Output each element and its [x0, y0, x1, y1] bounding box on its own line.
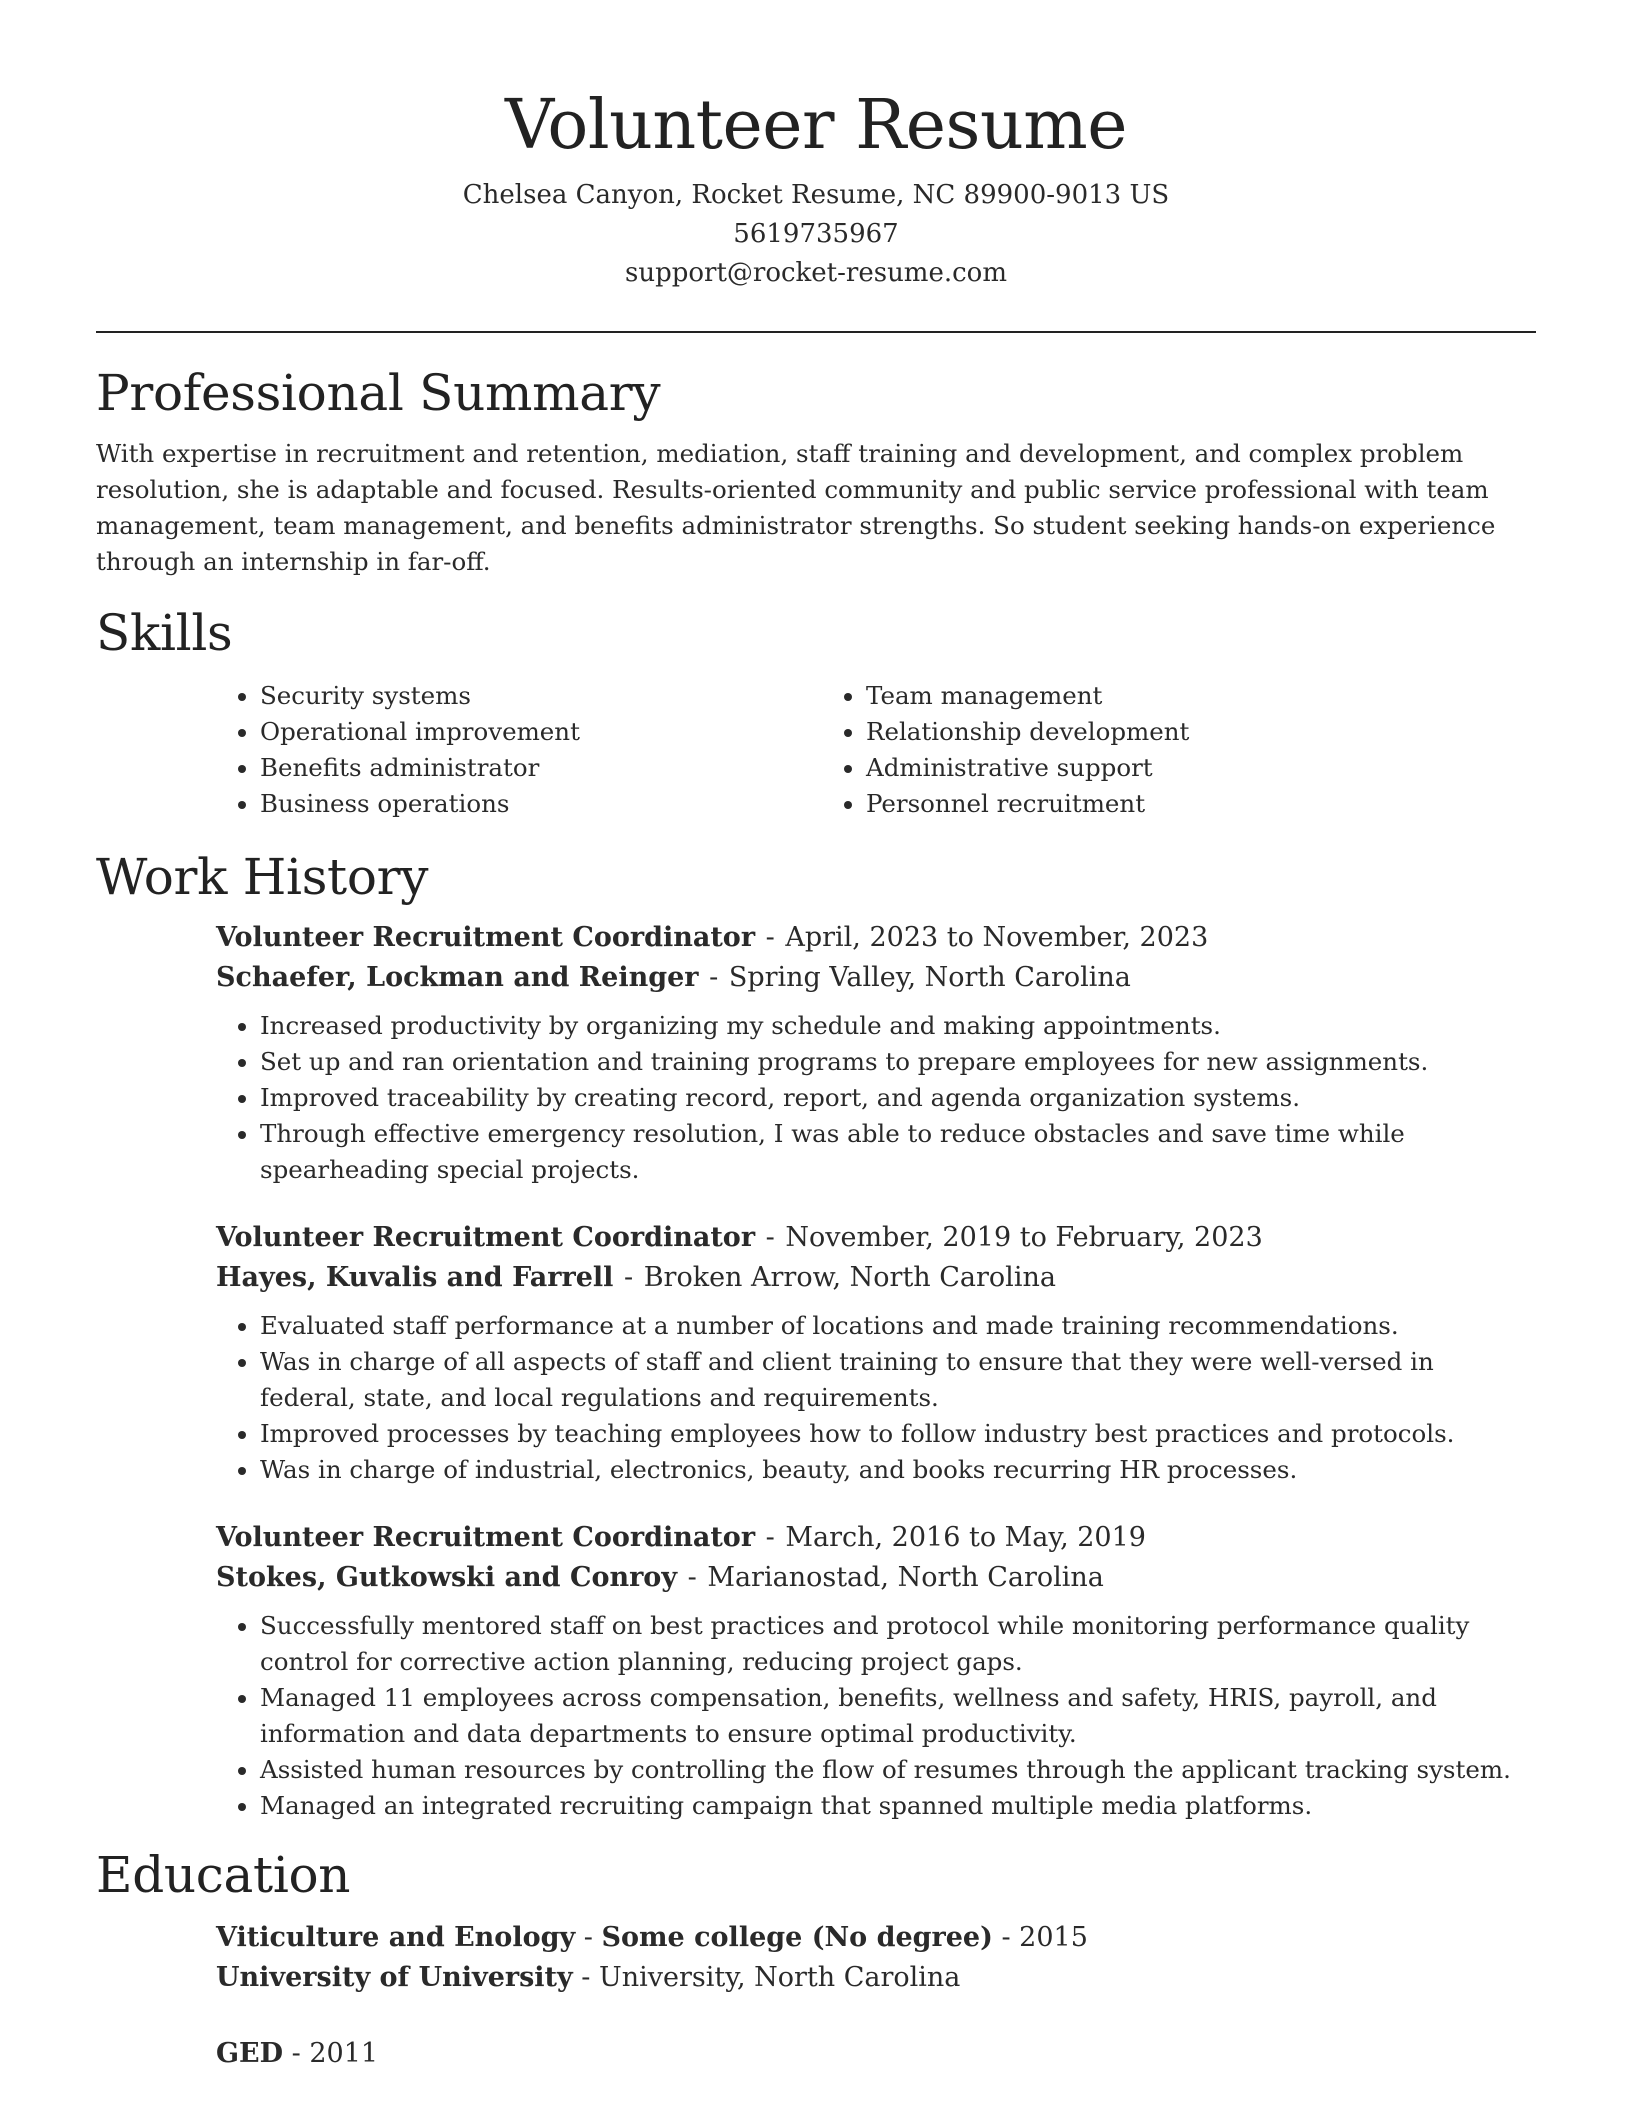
skill-item: • Personnel recruitment	[866, 786, 1472, 822]
summary-text: With expertise in recruitment and retention, mediation, staff training and development, and complex problem resolution, she is adaptable and focused. Results-oriented community and public service professional with team management, team management, and benefits administrator strengths. So student seeking hands-on experience through an internship in far-off.	[96, 439, 1496, 576]
job-dates: April, 2023 to November, 2023	[785, 922, 1209, 953]
job-role: Volunteer Recruitment Coordinator	[216, 922, 756, 953]
work-section	[96, 846, 1536, 1824]
education-heading: Education	[96, 1846, 351, 1904]
contact-email: support@rocket-resume.com	[624, 258, 1007, 288]
skills-columns	[216, 678, 1536, 822]
job-bullet: • Through effective emergency resolution, I was able to reduce obstacles and save time while spearheading special projects.	[260, 1116, 1536, 1188]
skills-section	[96, 602, 1536, 822]
job-location: Spring Valley, North Carolina	[728, 962, 1131, 993]
skill-item: • Operational improvement	[260, 714, 822, 750]
job-dates: November, 2019 to February, 2023	[785, 1222, 1263, 1253]
job-title-line: Volunteer Recruitment Coordinator - November, 2019 to February, 2023	[216, 1222, 1263, 1253]
job-title-line: Volunteer Recruitment Coordinator - March, 2016 to May, 2019	[216, 1522, 1146, 1553]
skill-item: • Administrative support	[866, 750, 1472, 786]
job-title-line: Volunteer Recruitment Coordinator - April, 2023 to November, 2023	[216, 922, 1209, 953]
job-role: Volunteer Recruitment Coordinator	[216, 1522, 756, 1553]
education-year: 2015	[1019, 1922, 1088, 1953]
education-school: University of University	[216, 1962, 573, 1993]
skill-item: • Business operations	[260, 786, 822, 822]
summary-section	[96, 362, 1536, 580]
education-entry	[216, 2034, 1536, 2074]
job-role: Volunteer Recruitment Coordinator	[216, 1222, 756, 1253]
job-company-line: Hayes, Kuvalis and Farrell - Broken Arrow, North Carolina	[216, 1262, 1056, 1293]
job-company: Hayes, Kuvalis and Farrell	[216, 1262, 614, 1293]
job-location: Marianostad, North Carolina	[707, 1562, 1104, 1593]
job-bullet: • Was in charge of all aspects of staff and client training to ensure that they were well-versed in federal, state, and local regulations and requirements.	[260, 1344, 1536, 1416]
job-company: Schaefer, Lockman and Reinger	[216, 962, 699, 993]
resume-title: Volunteer Resume	[505, 86, 1127, 165]
job-bullet: • Set up and ran orientation and training programs to prepare employees for new assignments.	[260, 1044, 1536, 1080]
job-entry	[216, 918, 1536, 1188]
contact-phone: 5619735967	[733, 219, 899, 249]
education-field: Viticulture and Enology	[216, 1922, 576, 1953]
education-entry	[216, 1918, 1536, 1998]
summary-heading: Professional Summary	[96, 364, 661, 422]
skills-list-left	[216, 678, 822, 822]
job-bullet: • Successfully mentored staff on best practices and protocol while monitoring performance quality control for corrective action planning, reducing project gaps.	[260, 1608, 1536, 1680]
skills-heading: Skills	[96, 604, 233, 662]
skills-list-right	[822, 678, 1472, 822]
header-divider	[96, 331, 1536, 333]
job-bullets	[216, 1308, 1536, 1488]
job-bullets	[216, 1008, 1536, 1188]
resume-page	[96, 0, 1536, 2074]
job-bullet: • Managed an integrated recruiting campaign that spanned multiple media platforms.	[260, 1788, 1536, 1824]
job-company-line: Schaefer, Lockman and Reinger - Spring Valley, North Carolina	[216, 962, 1131, 993]
job-bullets	[216, 1608, 1536, 1824]
job-bullet: • Managed 11 employees across compensation, benefits, wellness and safety, HRIS, payroll, and information and data departments to ensure optimal productivity.	[260, 1680, 1536, 1752]
skill-item: • Team management	[866, 678, 1472, 714]
job-bullet: • Evaluated staff performance at a number of locations and made training recommendations.	[260, 1308, 1536, 1344]
skill-item: • Security systems	[260, 678, 822, 714]
education-degree: Some college (No degree)	[601, 1922, 993, 1953]
job-bullet: • Improved processes by teaching employees how to follow industry best practices and protocols.	[260, 1416, 1536, 1452]
education-field: GED	[216, 2038, 284, 2069]
contact-block	[96, 176, 1536, 293]
job-bullet: • Assisted human resources by controlling the flow of resumes through the applicant tracking system.	[260, 1752, 1536, 1788]
job-company: Stokes, Gutkowski and Conroy	[216, 1562, 678, 1593]
contact-address: Chelsea Canyon, Rocket Resume, NC 89900-9013 US	[462, 180, 1170, 210]
job-bullet: • Was in charge of industrial, electronics, beauty, and books recurring HR processes.	[260, 1452, 1536, 1488]
job-dates: March, 2016 to May, 2019	[785, 1522, 1146, 1553]
education-degree-line: Viticulture and Enology - Some college (No degree) - 2015	[216, 1922, 1088, 1953]
job-entry	[216, 1518, 1536, 1824]
job-bullet: • Increased productivity by organizing my schedule and making appointments.	[260, 1008, 1536, 1044]
job-location: Broken Arrow, North Carolina	[643, 1262, 1056, 1293]
job-company-line: Stokes, Gutkowski and Conroy - Marianostad, North Carolina	[216, 1562, 1104, 1593]
education-location: University, North Carolina	[599, 1962, 961, 1993]
job-bullet: • Improved traceability by creating record, report, and agenda organization systems.	[260, 1080, 1536, 1116]
education-section	[96, 1844, 1536, 2074]
skill-item: • Benefits administrator	[260, 750, 822, 786]
skill-item: • Relationship development	[866, 714, 1472, 750]
education-degree-line: GED - 2011	[216, 2038, 379, 2069]
job-entry	[216, 1218, 1536, 1488]
education-school-line: University of University - University, North Carolina	[216, 1962, 961, 1993]
work-heading: Work History	[96, 848, 429, 906]
education-year: 2011	[309, 2038, 379, 2069]
